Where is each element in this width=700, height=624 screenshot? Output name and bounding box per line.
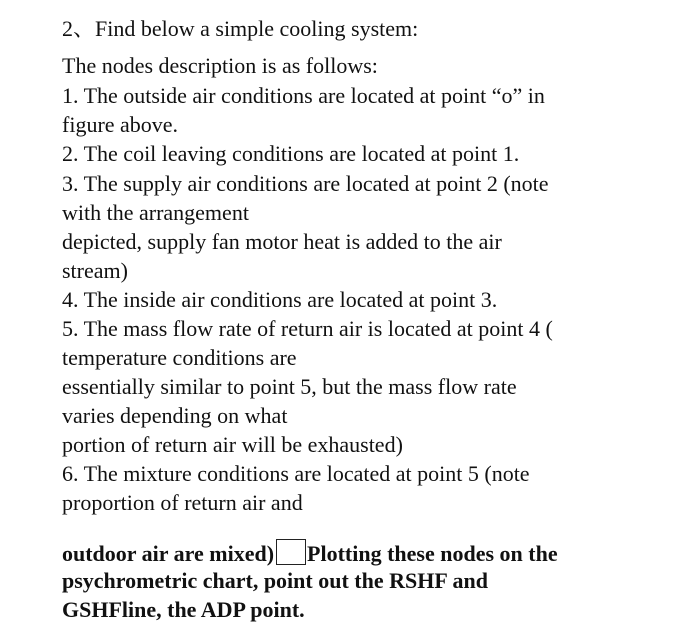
text-line: varies depending on what xyxy=(62,403,288,428)
bold-suffix: Plotting these nodes on the xyxy=(307,541,558,566)
text-line: 1. The outside air conditions are located at point “o” in xyxy=(62,83,545,108)
text-line: stream) xyxy=(62,258,128,283)
text-line: proportion of return air and xyxy=(62,490,303,515)
text-line: figure above. xyxy=(62,112,179,137)
text-line: 2. The coil leaving conditions are located at point 1. xyxy=(62,141,520,166)
bold-prefix: outdoor air are mixed) xyxy=(62,541,275,566)
text-line: 3. The supply air conditions are located at point 2 (note xyxy=(62,171,549,196)
intro-text: The nodes description is as follows: xyxy=(62,53,378,78)
text-line: with the arrangement xyxy=(62,200,249,225)
text-line: temperature conditions are xyxy=(62,345,297,370)
question-heading: 2、Find below a simple cooling system: xyxy=(62,16,419,41)
text-line: depicted, supply fan motor heat is added to the air xyxy=(62,229,502,254)
text-line: portion of return air will be exhausted) xyxy=(62,432,403,457)
text-line: essentially similar to point 5, but the mass flow rate xyxy=(62,374,517,399)
text-line: 6. The mixture conditions are located at point 5 (note xyxy=(62,461,530,486)
text-line: 4. The inside air conditions are located at point 3. xyxy=(62,287,498,312)
empty-box-glyph xyxy=(276,539,306,565)
bold-text-line: psychrometric chart, point out the RSHF and xyxy=(62,568,488,593)
text-line: 5. The mass flow rate of return air is located at point 4 ( xyxy=(62,316,553,341)
bold-text-line: GSHFline, the ADP point. xyxy=(62,597,305,622)
bold-text-line xyxy=(62,539,558,567)
